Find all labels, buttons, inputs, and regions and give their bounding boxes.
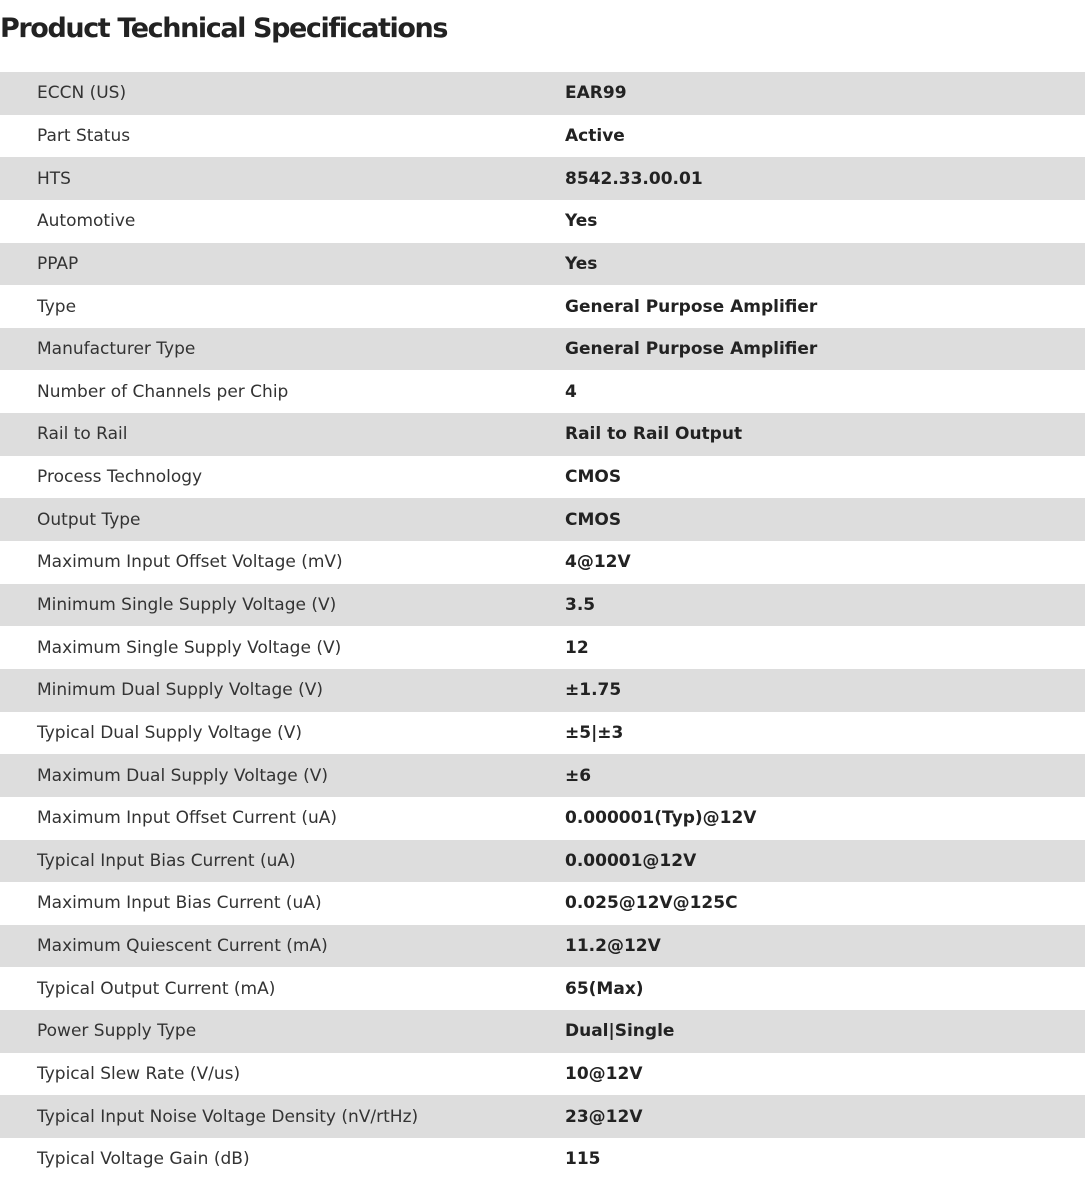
spec-value: 0.000001(Typ)@12V — [565, 797, 1085, 840]
spec-value: EAR99 — [565, 72, 1085, 115]
spec-value: Yes — [565, 243, 1085, 286]
spec-label: Rail to Rail — [0, 413, 565, 456]
spec-value: 3.5 — [565, 584, 1085, 627]
spec-label: Typical Slew Rate (V/us) — [0, 1053, 565, 1096]
spec-row — [0, 115, 1085, 158]
spec-value: CMOS — [565, 456, 1085, 499]
spec-label: Minimum Single Supply Voltage (V) — [0, 584, 565, 627]
spec-label: Number of Channels per Chip — [0, 370, 565, 413]
spec-label: Power Supply Type — [0, 1010, 565, 1053]
spec-row — [0, 157, 1085, 200]
spec-row — [0, 797, 1085, 840]
spec-row — [0, 498, 1085, 541]
spec-label: HTS — [0, 157, 565, 200]
spec-row — [0, 1010, 1085, 1053]
spec-label: Typical Output Current (mA) — [0, 967, 565, 1010]
spec-label: Minimum Dual Supply Voltage (V) — [0, 669, 565, 712]
spec-value: CMOS — [565, 498, 1085, 541]
spec-label: Type — [0, 285, 565, 328]
specifications-table-body — [0, 72, 1085, 1181]
spec-value: 65(Max) — [565, 967, 1085, 1010]
spec-value: 10@12V — [565, 1053, 1085, 1096]
spec-row — [0, 72, 1085, 115]
spec-value: 0.025@12V@125C — [565, 882, 1085, 925]
spec-row — [0, 456, 1085, 499]
spec-label: Typical Voltage Gain (dB) — [0, 1138, 565, 1181]
spec-label: Output Type — [0, 498, 565, 541]
spec-value: 4@12V — [565, 541, 1085, 584]
spec-row — [0, 584, 1085, 627]
spec-value: ±5|±3 — [565, 712, 1085, 755]
spec-label: Maximum Quiescent Current (mA) — [0, 925, 565, 968]
spec-row — [0, 541, 1085, 584]
spec-label: Maximum Single Supply Voltage (V) — [0, 626, 565, 669]
spec-value: General Purpose Amplifier — [565, 285, 1085, 328]
spec-label: Process Technology — [0, 456, 565, 499]
spec-value: 0.00001@12V — [565, 840, 1085, 883]
spec-value: 12 — [565, 626, 1085, 669]
spec-value: 23@12V — [565, 1095, 1085, 1138]
spec-value: 8542.33.00.01 — [565, 157, 1085, 200]
spec-row — [0, 626, 1085, 669]
spec-value: Rail to Rail Output — [565, 413, 1085, 456]
spec-value: Active — [565, 115, 1085, 158]
page-title: Product Technical Specifications — [0, 13, 448, 44]
spec-row — [0, 925, 1085, 968]
spec-row — [0, 882, 1085, 925]
spec-label: Part Status — [0, 115, 565, 158]
spec-label: PPAP — [0, 243, 565, 286]
spec-label: ECCN (US) — [0, 72, 565, 115]
spec-row — [0, 967, 1085, 1010]
spec-value: Dual|Single — [565, 1010, 1085, 1053]
spec-row — [0, 285, 1085, 328]
specifications-table — [0, 72, 1085, 1181]
spec-label: Maximum Input Bias Current (uA) — [0, 882, 565, 925]
spec-label: Maximum Input Offset Voltage (mV) — [0, 541, 565, 584]
spec-row — [0, 328, 1085, 371]
spec-row — [0, 1138, 1085, 1181]
spec-row — [0, 754, 1085, 797]
spec-value: 4 — [565, 370, 1085, 413]
spec-label: Manufacturer Type — [0, 328, 565, 371]
spec-row — [0, 200, 1085, 243]
spec-row — [0, 370, 1085, 413]
spec-value: 115 — [565, 1138, 1085, 1181]
spec-row — [0, 840, 1085, 883]
spec-label: Typical Input Bias Current (uA) — [0, 840, 565, 883]
spec-row — [0, 712, 1085, 755]
spec-value: General Purpose Amplifier — [565, 328, 1085, 371]
spec-value: ±6 — [565, 754, 1085, 797]
spec-row — [0, 243, 1085, 286]
spec-value: Yes — [565, 200, 1085, 243]
spec-value: ±1.75 — [565, 669, 1085, 712]
spec-label: Automotive — [0, 200, 565, 243]
spec-label: Typical Input Noise Voltage Density (nV/rtHz) — [0, 1095, 565, 1138]
spec-row — [0, 1095, 1085, 1138]
spec-label: Typical Dual Supply Voltage (V) — [0, 712, 565, 755]
spec-label: Maximum Dual Supply Voltage (V) — [0, 754, 565, 797]
spec-row — [0, 1053, 1085, 1096]
spec-label: Maximum Input Offset Current (uA) — [0, 797, 565, 840]
spec-row — [0, 669, 1085, 712]
spec-value: 11.2@12V — [565, 925, 1085, 968]
spec-row — [0, 413, 1085, 456]
